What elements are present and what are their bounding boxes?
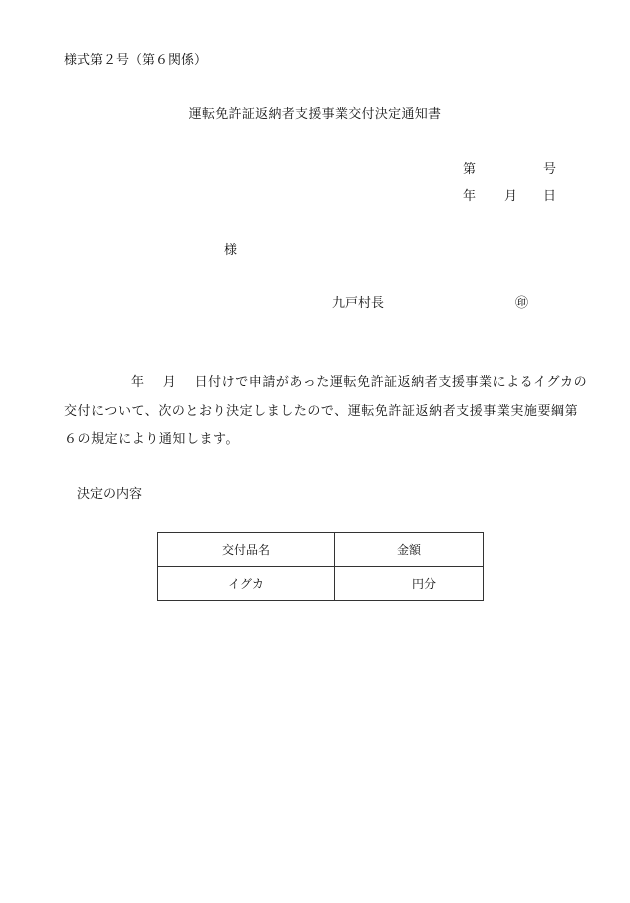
body-text-line-2: 交付について、次のとおり決定しましたので、運転免許証返納者支援事業実施要綱第	[64, 404, 579, 419]
date-year-label: 年	[463, 189, 477, 204]
table-cell-amount: 円分	[335, 567, 484, 601]
body-text-line-3: ６の規定により通知します。	[64, 432, 240, 447]
decision-table	[157, 532, 484, 601]
section-heading: 決定の内容	[77, 487, 143, 502]
table-cell-item-name: イグカ	[158, 567, 335, 601]
date-month-label: 月	[504, 189, 518, 204]
reference-number-prefix: 第	[463, 162, 477, 177]
body-text-line-1: 年 月 日付けで申請があった運転免許証返納者支援事業によるイグカの	[131, 375, 588, 390]
table-row	[158, 567, 484, 601]
table-header-item-name: 交付品名	[158, 533, 335, 567]
addressee-honorific: 様	[224, 243, 238, 258]
table-header-amount: 金額	[335, 533, 484, 567]
issuer-name: 九戸村長	[332, 296, 385, 311]
table-header-row	[158, 533, 484, 567]
date-day-label: 日	[543, 189, 557, 204]
document-title: 運転免許証返納者支援事業交付決定通知書	[188, 107, 442, 122]
reference-number-suffix: 号	[543, 162, 557, 177]
form-number: 様式第２号（第６関係）	[64, 53, 208, 68]
seal-mark: ㊞	[515, 296, 529, 311]
